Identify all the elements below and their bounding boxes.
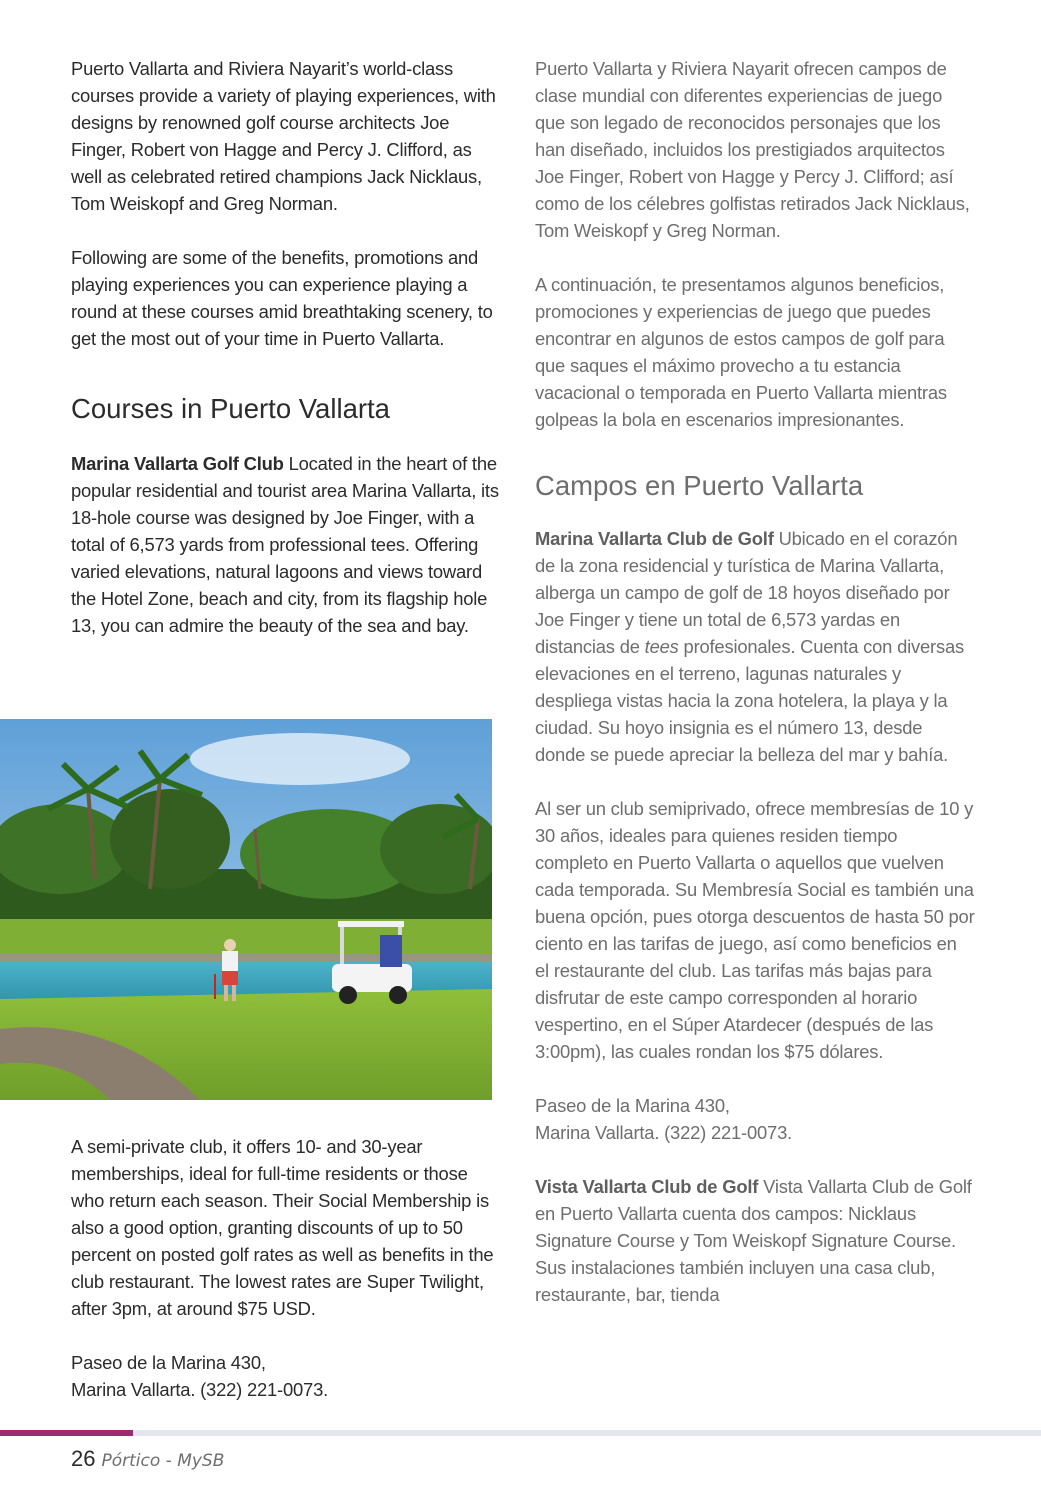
club2-description: Vista Vallarta Club de Golf en Puerto Vallarta cuenta dos campos: Nicklaus Signature Course y Tom Weiskopf Signature Course. Sus instalaciones también incluyen una casa club, restaurante, bar, tienda [535,1176,972,1305]
section-heading: Campos en Puerto Vallarta [535,470,864,501]
club-name: Marina Vallarta Golf Club [71,453,284,474]
benefits-paragraph: Following are some of the benefits, promotions and playing experiences you can experience playing a round at these courses amid breathtaking scenery, to get the most out of your time in Puerto Vallarta. [71,247,493,349]
club2-paragraph [535,1173,975,1308]
english-column-continued [71,1133,501,1403]
club-description-end: profesionales. Cuenta con diversas elevaciones en el terreno, lagunas naturales y despliega vistas hacia la zona hotelera, la playa y la ciudad. Su hoyo insignia es el número 13, desde donde se puede apreciar la belleza del mar y bahía. [535,636,964,765]
footer-rule [133,1430,1041,1436]
club-description: Located in the heart of the popular residential and tourist area Marina Vallarta, its 18-hole course was designed by Joe Finger, with a total of 6,573 yards from professional tees. Offering varied elevations, natural lagoons and views toward the Hotel Zone, beach and city, from its flagship hole 13, you can admire the beauty of the sea and bay. [71,453,499,636]
spanish-column [535,55,975,1308]
page-number: 26 [71,1446,96,1471]
club-paragraph [535,525,975,768]
footer-accent-rule [0,1430,133,1436]
membership-paragraph: A semi-private club, it offers 10- and 30-year memberships, ideal for full-time residents or those who return each season. Their Social Membership is also a good option, granting discounts of up to 50 percent on posted golf rates as well as benefits in the club restaurant. The lowest rates are Super Twilight, after 3pm, at around $75 USD. [71,1136,494,1319]
english-column [71,55,501,639]
address-line-1: Paseo de la Marina 430, [535,1095,730,1116]
golf-course-photo [0,719,492,1100]
club-name: Marina Vallarta Club de Golf [535,528,774,549]
section-heading: Courses in Puerto Vallarta [71,393,390,424]
club-description-emphasis: tees [644,636,679,657]
club2-name: Vista Vallarta Club de Golf [535,1176,759,1197]
address-line-1: Paseo de la Marina 430, [71,1352,266,1373]
benefits-paragraph: A continuación, te presentamos algunos beneficios, promociones y experiencias de juego que puedes encontrar en algunos de estos campos de golf para que saques el máximo provecho a tu estancia vacacional o temporada en Puerto Vallarta mientras golpeas la bola en escenarios impresionantes. [535,274,947,430]
membership-paragraph: Al ser un club semiprivado, ofrece membresías de 10 y 30 años, ideales para quienes residen tiempo completo en Puerto Vallarta o aquellos que vuelven cada temporada. Su Membresía Social es también una buena opción, pues otorga descuentos de hasta 50 por ciento en las tarifas de juego, así como beneficios en el restaurante del club. Las tarifas más bajas para disfrutar de este campo corresponden al horario vespertino, en el Súper Atardecer (después de las 3:00pm), las cuales rondan los $75 dólares. [535,798,975,1062]
page-footer [71,1444,224,1476]
club-paragraph [71,450,501,639]
address-line-2: Marina Vallarta. (322) 221-0073. [71,1379,329,1400]
intro-paragraph: Puerto Vallarta and Riviera Nayarit’s world-class courses provide a variety of playing experiences, with designs by renowned golf course architects Joe Finger, Robert von Hagge and Percy J. Clifford, as well as celebrated retired champions Jack Nicklaus, Tom Weiskopf and Greg Norman. [71,58,496,214]
address-line-2: Marina Vallarta. (322) 221-0073. [535,1122,793,1143]
intro-paragraph: Puerto Vallarta y Riviera Nayarit ofrecen campos de clase mundial con diferentes experiencias de juego que son legado de reconocidos personajes que los han diseñado, incluidos los prestigiados arquitectos Joe Finger, Robert von Hagge y Percy J. Clifford; así como de los célebres golfistas retirados Jack Nicklaus, Tom Weiskopf y Greg Norman. [535,58,970,241]
club-description: Ubicado en el corazón de la zona residencial y turística de Marina Vallarta, alberga un campo de golf de 18 hoyos diseñado por Joe Finger y tiene un total de 6,573 yardas en distancias de [535,528,958,657]
publication-name: Pórtico - MySB [101,1451,225,1471]
